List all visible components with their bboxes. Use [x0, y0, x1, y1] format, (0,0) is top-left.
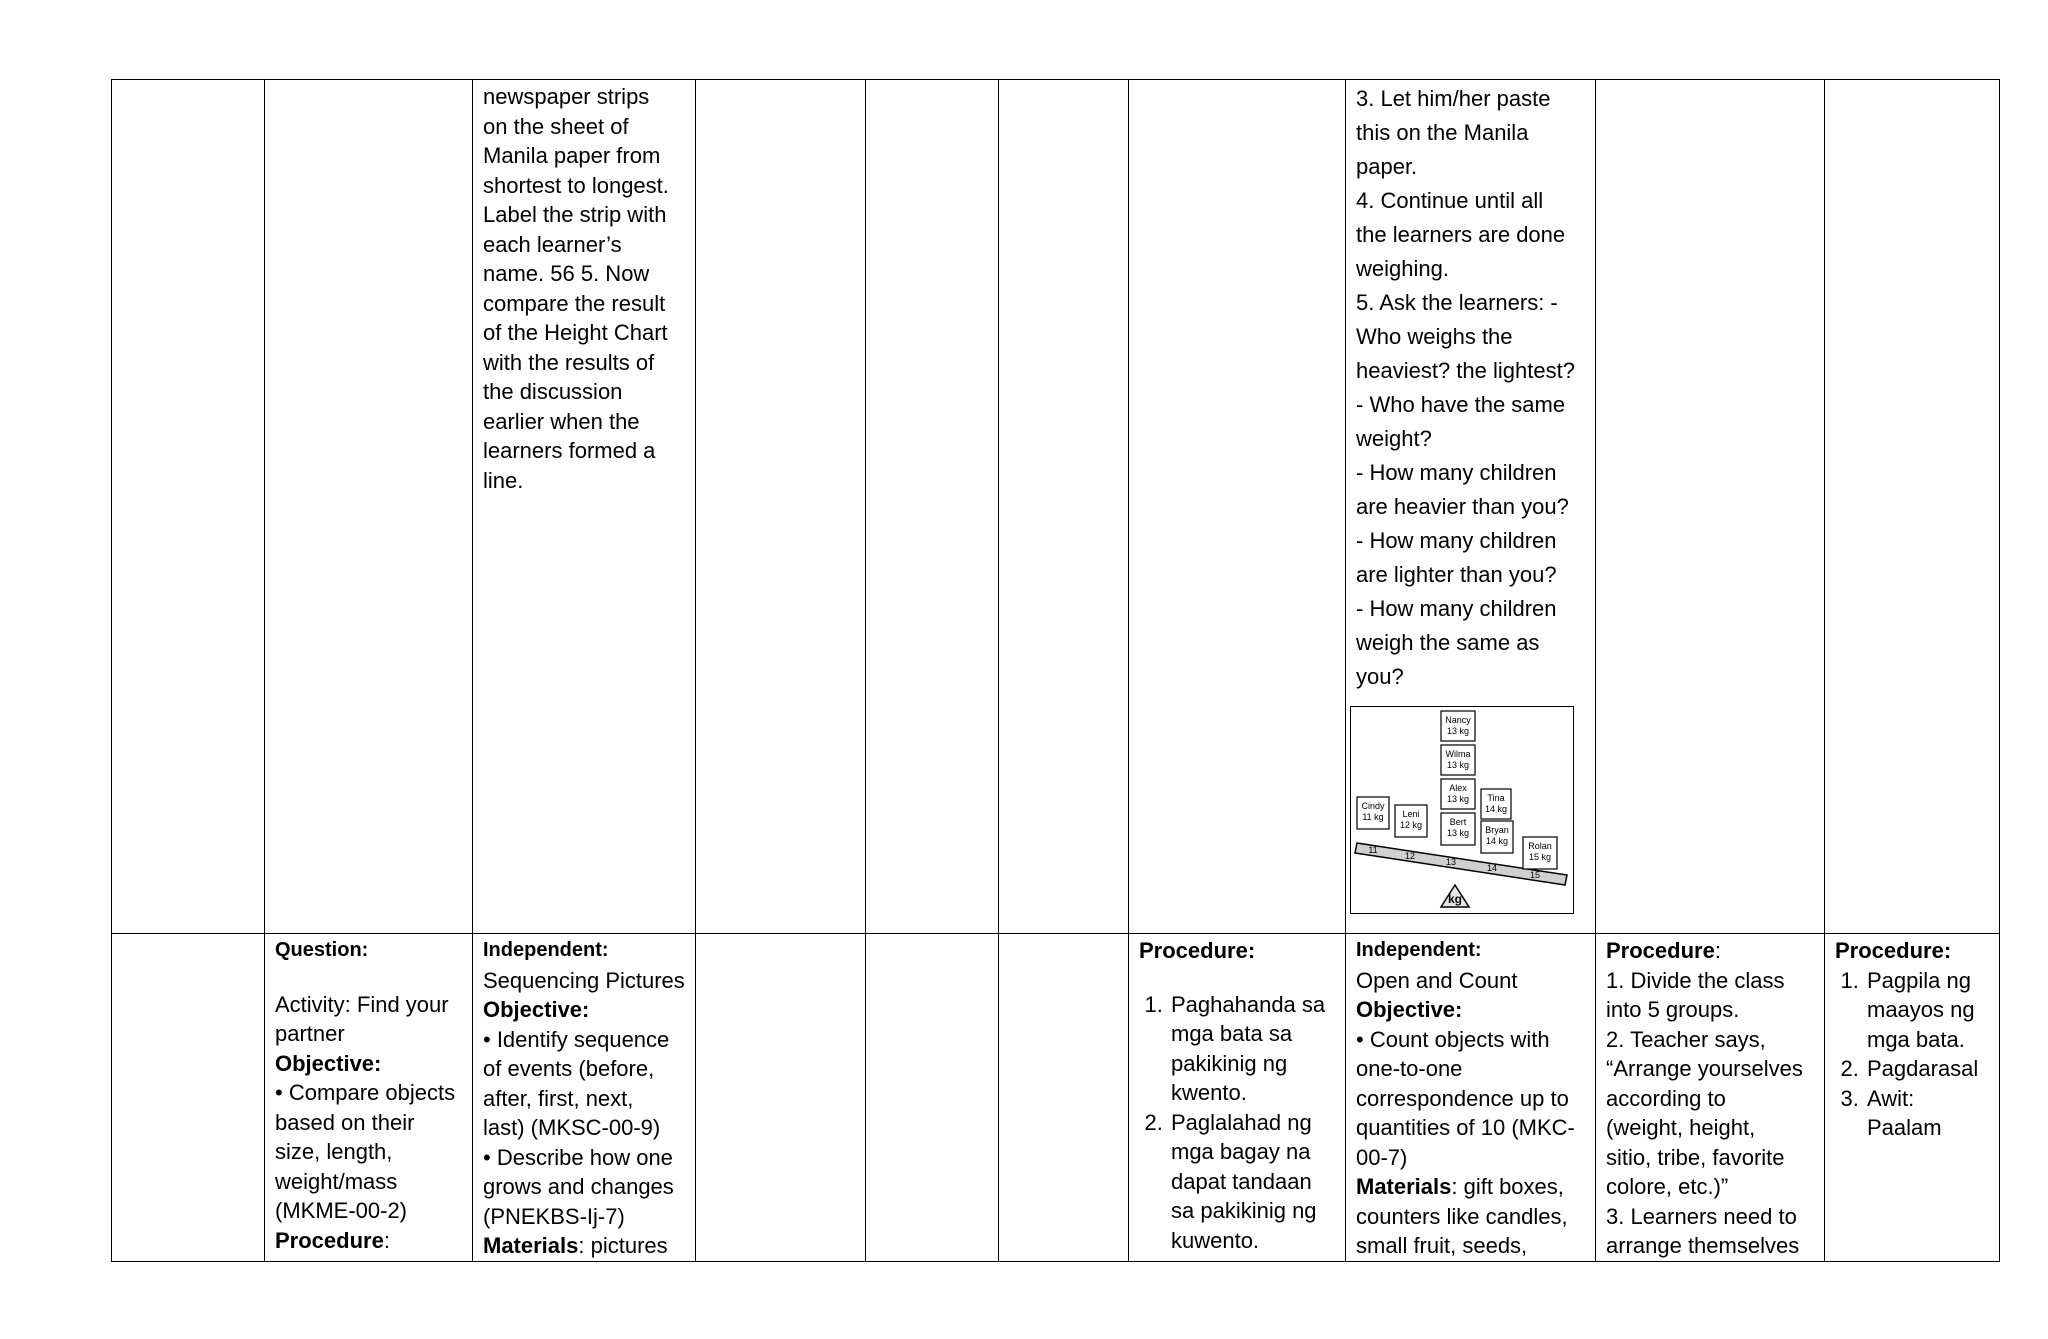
objective-label: Objective: — [1356, 997, 1463, 1022]
weight-scale-figure — [1350, 706, 1574, 914]
text-line: • Count objects with — [1356, 1026, 1550, 1052]
table-cell — [265, 80, 473, 934]
table-cell-sequencing — [473, 934, 696, 1262]
text-line: maayos ng — [1867, 997, 1975, 1022]
text-line: pakikinig ng — [1171, 1050, 1288, 1076]
text-line: dapat tandaan — [1171, 1168, 1312, 1194]
text-line: sitio, tribe, favorite — [1606, 1144, 1785, 1170]
text-line: correspondence up to — [1356, 1085, 1569, 1111]
weight-box-value: 13 kg — [1446, 726, 1470, 736]
text-line: last) (MKSC-00-9) — [483, 1115, 661, 1140]
text-line: paper. — [1356, 154, 1418, 179]
objective-text — [1356, 1025, 1585, 1173]
text-line: newspaper strips — [483, 84, 650, 109]
text-line: heaviest? the lightest? — [1356, 358, 1575, 383]
procedure-item — [1865, 1084, 1989, 1143]
text-line: mga bata. — [1867, 1026, 1965, 1052]
scale-tick-label: 15 — [1529, 870, 1541, 880]
weight-box-value: 14 kg — [1484, 804, 1508, 814]
text-line: Paalam — [1867, 1115, 1942, 1140]
text-line: weighing. — [1356, 256, 1449, 281]
text-line: 5. Ask the learners: - — [1356, 290, 1558, 315]
text-line: learners formed a — [483, 438, 656, 463]
objective-text — [483, 1025, 685, 1232]
text-line: compare the result — [483, 290, 666, 316]
text-line: shortest to longest. — [483, 172, 669, 198]
activity-title: Open and Count — [1356, 967, 1518, 993]
text-line: - How many children — [1356, 596, 1557, 621]
text-line: 4. Continue until all — [1356, 188, 1544, 213]
text-line: Activity: Find your — [275, 991, 449, 1017]
question-heading: Question: — [275, 939, 369, 961]
procedure-line — [275, 1226, 462, 1256]
table-cell — [1825, 80, 2000, 934]
table-cell — [866, 934, 999, 1262]
table-cell-arrange-procedure — [1596, 934, 1825, 1262]
text-line: the discussion — [483, 379, 623, 404]
text-line: 1. Paghahanda sa — [1171, 991, 1326, 1017]
text-line: 3. Learners need to — [1606, 1203, 1797, 1229]
weight-box-name: Nancy — [1445, 715, 1471, 725]
text-line: grows and changes — [483, 1174, 674, 1199]
text-line: colore, etc.)” — [1606, 1174, 1729, 1199]
text-line: quantities of 10 (MKC- — [1356, 1115, 1575, 1140]
table-cell — [1596, 80, 1825, 934]
procedure-heading: Procedure: — [1139, 938, 1256, 963]
weight-box-value: 14 kg — [1485, 836, 1509, 846]
text-line: based on their — [275, 1109, 415, 1135]
procedure-item — [1169, 1108, 1335, 1256]
independent-heading: Independent: — [1356, 939, 1482, 961]
text-line: name. 56 5. Now — [483, 261, 650, 286]
text-line: the learners are done — [1356, 222, 1566, 247]
weight-box-name: Rolan — [1528, 841, 1552, 851]
text-line: (weight, height, — [1606, 1115, 1756, 1140]
text-line: into 5 groups. — [1606, 997, 1740, 1022]
materials-line — [1356, 1172, 1585, 1202]
text-line: according to — [1606, 1085, 1726, 1111]
objective-text — [275, 1078, 462, 1226]
weight-box-name: Leni — [1402, 809, 1420, 819]
text-line: 3. Awit: — [1867, 1085, 1915, 1111]
table-cell — [112, 934, 265, 1262]
scale-tick-label: 11 — [1368, 845, 1378, 855]
text-line: - How many children — [1356, 528, 1557, 553]
text-line: 1. Pagpila ng — [1867, 967, 1971, 993]
weight-box-name: Alex — [1449, 783, 1467, 793]
procedure-item — [1865, 1054, 1989, 1084]
weight-box-value: 13 kg — [1446, 828, 1470, 838]
text-line: Manila paper from — [483, 143, 661, 168]
table-cell-height-chart-text — [473, 80, 696, 934]
objective-label: Objective: — [483, 997, 590, 1022]
procedure-list — [1835, 966, 1989, 1143]
text-line: - Who have the same — [1356, 392, 1566, 417]
text-line: each learner’s — [483, 231, 622, 257]
procedure-colon: : — [383, 1227, 390, 1253]
materials-text: : pictures — [578, 1233, 668, 1258]
text-line: this on the Manila — [1356, 120, 1529, 145]
objective-label: Objective: — [275, 1050, 382, 1076]
text-line: kwento. — [1171, 1080, 1247, 1105]
text-line: mga bata sa — [1171, 1021, 1293, 1046]
materials-label: Materials — [483, 1233, 579, 1258]
text-line: Who weighs the — [1356, 324, 1513, 349]
table-row — [112, 80, 2000, 934]
weight-box-value: 12 kg — [1399, 820, 1423, 830]
materials-label: Materials — [1356, 1174, 1452, 1199]
text-line: (PNEKBS-Ij-7) — [483, 1203, 625, 1229]
materials-text: counters like candles, — [1356, 1203, 1568, 1229]
text-line: 2. Pagdarasal — [1867, 1056, 1979, 1081]
weight-box-value: 13 kg — [1446, 760, 1470, 770]
scale-tick-label: 13 — [1445, 857, 1457, 867]
text-line: on the sheet of — [483, 113, 629, 139]
scale-unit-label: kg — [1447, 892, 1463, 906]
weight-box-name: Cindy — [1361, 801, 1385, 811]
text-line: 00-7) — [1356, 1144, 1408, 1170]
table-cell — [866, 80, 999, 934]
table-cell-open-count — [1346, 934, 1596, 1262]
table-cell-weighing-steps — [1346, 80, 1596, 934]
scale-tick-label: 12 — [1404, 851, 1416, 861]
text-line: sa pakikinig ng — [1171, 1198, 1317, 1223]
text-line: 2. Paglalahad ng — [1171, 1109, 1312, 1135]
table-cell — [999, 80, 1129, 934]
procedure-heading-line — [1606, 936, 1814, 966]
procedure-text — [1606, 966, 1814, 1261]
procedure-colon: : — [1714, 938, 1721, 963]
text-line: • Compare objects — [275, 1080, 456, 1105]
weight-box-value: 11 kg — [1362, 812, 1384, 822]
weight-box-value: 13 kg — [1446, 794, 1470, 804]
text-line: after, first, next, — [483, 1085, 634, 1111]
independent-heading: Independent: — [483, 939, 609, 961]
text-line: (MKME-00-2) — [275, 1198, 408, 1223]
table-cell — [1129, 80, 1346, 934]
lesson-plan-table — [111, 79, 2000, 1262]
table-cell-find-partner — [265, 934, 473, 1262]
text-line: mga bagay na — [1171, 1139, 1311, 1164]
table-cell — [112, 80, 265, 934]
table-cell — [696, 80, 866, 934]
text-line: are heavier than you? — [1356, 494, 1569, 519]
text-line: with the results of — [483, 349, 655, 375]
materials-line — [483, 1231, 685, 1261]
weight-box-name: Bert — [1449, 817, 1467, 827]
text-line: you? — [1356, 664, 1404, 689]
materials-text: small fruit, seeds, — [1356, 1233, 1528, 1258]
weighing-steps-text — [1356, 82, 1585, 694]
activity-text — [275, 990, 462, 1049]
text-line: partner — [275, 1021, 345, 1046]
text-line: arrange themselves — [1606, 1233, 1800, 1258]
text-line: earlier when the — [483, 408, 640, 434]
table-cell-closing-procedure — [1825, 934, 2000, 1262]
weight-box-value: 15 kg — [1528, 852, 1552, 862]
table-cell-story-procedure — [1129, 934, 1346, 1262]
text-line: one-to-one — [1356, 1056, 1463, 1081]
weight-box-name: Tina — [1487, 793, 1505, 803]
text-line: “Arrange yourselves — [1606, 1056, 1803, 1081]
text-line: line. — [483, 467, 524, 493]
text-line: 2. Teacher says, — [1606, 1026, 1766, 1052]
text-line: are lighter than you? — [1356, 562, 1557, 587]
materials-text: : gift boxes, — [1451, 1174, 1564, 1199]
text-line: • Identify sequence — [483, 1026, 670, 1052]
weight-box-name: Bryan — [1485, 825, 1509, 835]
text-line: weigh the same as — [1356, 630, 1540, 655]
procedure-list — [1139, 990, 1335, 1256]
table-cell — [696, 934, 866, 1262]
text-line: 3. Let him/her paste — [1356, 86, 1551, 111]
procedure-item — [1865, 966, 1989, 1055]
text-line: • Describe how one — [483, 1144, 673, 1170]
text-line: Label the strip with — [483, 202, 667, 227]
procedure-label: Procedure — [275, 1227, 384, 1253]
procedure-item — [1169, 990, 1335, 1108]
text-line: 1. Divide the class — [1606, 967, 1785, 993]
text-line: of the Height Chart — [483, 320, 668, 345]
weight-scale-illustration — [1351, 707, 1573, 913]
text-line: of events (before, — [483, 1056, 655, 1081]
text-line: weight? — [1356, 426, 1432, 451]
scale-tick-label: 14 — [1486, 863, 1498, 873]
text-line: weight/mass — [275, 1168, 398, 1194]
text-line: kuwento. — [1171, 1227, 1260, 1253]
table-cell — [999, 934, 1129, 1262]
procedure-heading: Procedure: — [1835, 938, 1952, 963]
text-line: - How many children — [1356, 460, 1557, 485]
text-line: size, length, — [275, 1139, 393, 1164]
weight-box-name: Wilma — [1445, 749, 1471, 759]
procedure-heading: Procedure — [1606, 938, 1715, 963]
activity-title: Sequencing Pictures — [483, 967, 685, 993]
table-row — [112, 934, 2000, 1262]
